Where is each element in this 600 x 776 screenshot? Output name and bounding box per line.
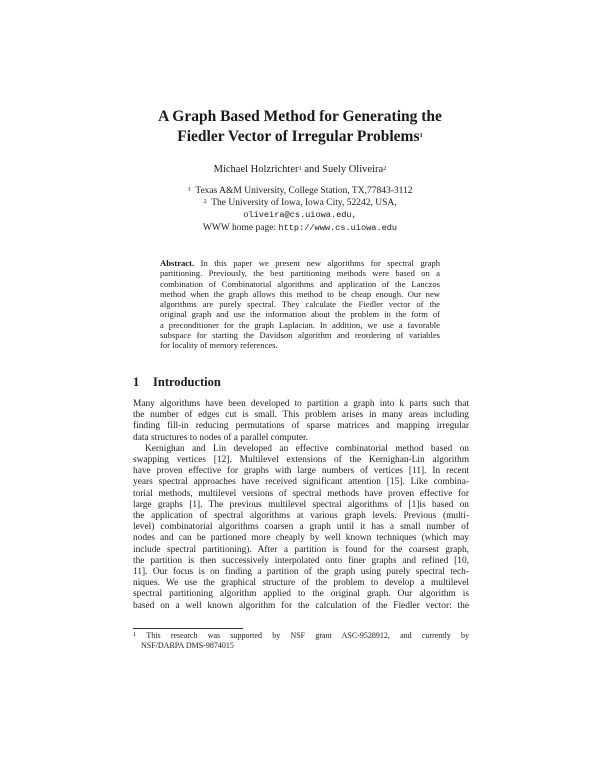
- affiliation-2: [100, 197, 500, 209]
- footnote-mark: 1: [133, 631, 137, 638]
- body-line: data structures to nodes of a parallel computer.: [133, 432, 308, 443]
- section-heading: [133, 375, 221, 390]
- body-line: the application of spectral algorithms at various graph levels. Previous (multi-: [133, 511, 469, 522]
- footnote-line-2: NSF/DARPA DMS-9874015: [141, 641, 234, 650]
- affiliation-1-text: Texas A&M University, College Station, TX,77843-3112: [195, 186, 413, 196]
- abstract-line: [160, 258, 440, 268]
- abstract-line: a preconditioner for the graph Laplacian. In addition, we use a favorable: [160, 319, 440, 330]
- author-1: Michael Holzrichter: [213, 164, 299, 175]
- section-number: 1: [133, 375, 140, 389]
- body-line: nodes and can be partioned more cheaply by well known techniques (which may: [133, 533, 469, 544]
- author-list: [100, 163, 500, 177]
- author-1-mark: 1: [298, 165, 302, 172]
- abstract-line: partitioning. Previously, the best partitioning methods were based on a: [160, 268, 440, 279]
- abstract: [160, 258, 440, 351]
- footnote-line-1-text: This research was supported by NSF grant ASC-9528912, and currently by: [146, 631, 469, 640]
- affiliation-1-mark: 1: [187, 186, 191, 193]
- body-line: Many algorithms have been developed to partition a graph into k parts such that: [133, 399, 469, 409]
- affiliation-2-mark: 2: [203, 198, 207, 206]
- body-line: large graphs [1]. The previous multilevel spectral algorithms of [1]is based on: [133, 499, 469, 510]
- body-line: the partition is then successively interpolated onto finer graphs and refined [10,: [133, 555, 469, 566]
- title-line-2: [100, 127, 500, 147]
- body-text: [133, 399, 469, 612]
- footnote: [133, 631, 469, 651]
- affiliation-2-text: The University of Iowa, Iowa City, 52242, USA,: [211, 198, 397, 209]
- affiliation-1: [100, 185, 500, 197]
- abstract-line: for locality of memory references.: [160, 340, 278, 351]
- author-2-mark: 2: [383, 165, 387, 172]
- author-conjunction: and: [301, 164, 323, 175]
- abstract-line: method when the graph allows this method to be cheap enough. Our new: [160, 288, 440, 299]
- abstract-line: algorithms are purely spectral. They calculate the Fiedler vector of the: [160, 299, 440, 310]
- body-line: the number of edges cut is small. This problem arises in many areas including: [133, 410, 469, 421]
- title-line-1: A Graph Based Method for Generating the: [158, 108, 442, 125]
- body-line: Kernighan and Lin developed an effective combinatorial method based on: [145, 443, 469, 454]
- abstract-line: subspace for starting the Davidson algorithm and reordering of variables: [160, 330, 440, 341]
- paper-title: [100, 107, 500, 147]
- email-text: oliveira@cs.uiowa.edu,: [243, 210, 357, 221]
- body-line: have proven effective for graphs with large numbers of vertices [11]. In recent: [133, 466, 469, 477]
- title-footnote-mark: 1: [419, 132, 423, 139]
- body-line: based on a well known algorithm for the calculation of the Fiedler vector: the: [133, 600, 469, 611]
- body-line: level) combinatorial algorithms coarsen a graph until it has a small number of: [133, 522, 469, 533]
- abstract-line: combination of Combinatorial algorithms and application of the Lanczos: [160, 278, 440, 289]
- body-line: include spectral partitioning). After a partition is found for the coarsest graph,: [133, 544, 469, 555]
- author-email: [100, 209, 500, 221]
- abstract-line-text: In this paper we present new algorithms for spectral graph: [194, 258, 440, 268]
- author-2: Suely Oliveira: [322, 164, 384, 175]
- body-line: 11]. Our focus is on finding a partition of the graph using purely spectral tech-: [133, 567, 469, 578]
- section-title: Introduction: [153, 375, 221, 389]
- footnote-line-1: [133, 631, 469, 641]
- abstract-line: original graph and use the information about the problem in the form of: [160, 309, 440, 320]
- affiliations: [100, 185, 500, 234]
- web-prefix: WWW home page:: [202, 222, 279, 233]
- web-page: [100, 222, 500, 234]
- body-line: swapping vertices [12]. Multilevel extensions of the Kernighan-Lin algorithm: [133, 455, 469, 466]
- body-line: torial methods, multilevel versions of spectral methods have proven effective for: [133, 488, 469, 499]
- title-line-2-text: Fiedler Vector of Irregular Problems: [177, 128, 420, 145]
- body-line: years spectral approaches have received significant attention [15]. Like combina-: [133, 477, 469, 488]
- body-line: finding fill-in reducing permutations of sparse matrices and mapping irregular: [133, 421, 469, 432]
- body-line: spectral partitioning algorithm applied to the original graph. Our algorithm is: [133, 589, 469, 600]
- web-url: http://www.cs.uiowa.edu: [278, 222, 398, 233]
- footnote-rule: [133, 628, 243, 629]
- abstract-label: Abstract.: [160, 258, 195, 268]
- body-line: niques. We use the graphical structure of the problem to develop a multilevel: [133, 578, 469, 589]
